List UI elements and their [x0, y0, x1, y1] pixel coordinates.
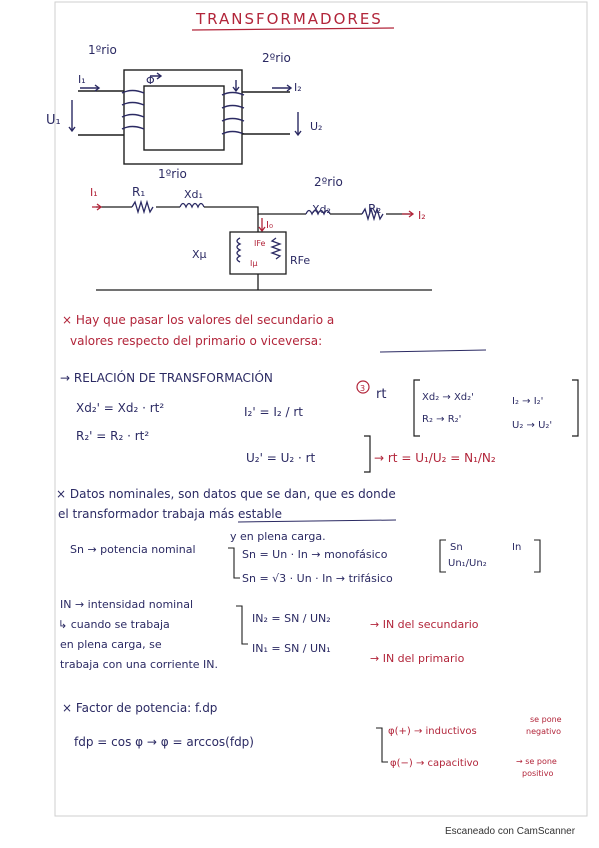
fdp-neg-note-2: positivo	[522, 769, 554, 778]
rt-symbol: rt	[376, 387, 387, 402]
flux-label: Φ	[146, 74, 155, 87]
equivalent-circuit	[90, 175, 432, 290]
in-label-1: IN → intensidad nominal	[60, 598, 193, 611]
in1-desc: → IN del primario	[370, 652, 465, 665]
circuit-i1-label: I₁	[90, 186, 98, 199]
circuit-i2-label: I₂	[418, 209, 426, 222]
rfe-label: RFe	[290, 254, 311, 267]
sn-tri-eq: Sn = √3 · Un · In → trifásico	[242, 572, 393, 585]
notes-section-3	[62, 701, 562, 778]
fdp-negative: φ(−) → capacitivo	[390, 758, 479, 769]
in1-eq: IN₁ = SN / UN₁	[252, 642, 331, 655]
primary-winding	[122, 91, 144, 130]
fdp-bracket	[376, 728, 388, 762]
map-u2: U₂ → U₂'	[512, 420, 553, 431]
sn-label: Sn → potencia nominal	[70, 543, 196, 556]
u2-arrow	[295, 112, 301, 135]
circuit-xd2-label: Xd₂	[312, 203, 331, 216]
map-xd2: Xd₂ → Xd₂'	[422, 392, 474, 403]
r1-resistor	[132, 202, 153, 212]
fdp-title: × Factor de potencia: f.dp	[62, 701, 218, 715]
in-bracket	[236, 606, 248, 644]
fdp-pos-note-2: negativo	[526, 727, 561, 736]
u1-arrow	[69, 100, 75, 131]
eq-xd2-prime: Xd₂' = Xd₂ · rt²	[76, 401, 165, 415]
io-arrow	[259, 218, 265, 231]
rfe-resistor	[272, 238, 280, 259]
io-label: I₀	[266, 220, 273, 231]
xd1-inductor	[180, 204, 204, 208]
fdp-pos-note-1: se pone	[530, 715, 562, 724]
datos-line2: el transformador trabaja más estable	[58, 507, 283, 521]
imu-label: Iμ	[250, 259, 258, 268]
xmu-inductor	[237, 238, 240, 262]
wire-mid	[204, 207, 306, 214]
i2-label: I₂	[294, 81, 302, 94]
in2-eq: IN₂ = SN / UN₂	[252, 612, 331, 625]
secondary-winding	[222, 93, 244, 135]
mapping-bracket-left	[414, 380, 420, 436]
viceversa-underline	[380, 350, 486, 352]
page-title: TRANSFORMADORES	[196, 10, 383, 28]
ife-label: IFe	[254, 239, 266, 248]
sn-data-bracket-left	[440, 540, 446, 572]
sn-data-bracket-right	[534, 540, 540, 572]
u1-label: U₁	[46, 113, 61, 128]
sn-mono-eq: Sn = Un · In → monofásico	[242, 548, 388, 561]
u2-label: U₂	[310, 120, 323, 133]
map-i2: I₂ → I₂'	[512, 396, 544, 407]
in-label-2: ↳ cuando se trabaja	[58, 618, 170, 631]
circuit-xd1-label: Xd₁	[184, 188, 203, 201]
datos-line3: y en plena carga.	[230, 530, 326, 543]
bracket-un: Un₁/Un₂	[448, 558, 487, 569]
notes-section-2	[56, 487, 540, 671]
xmu-label: Xμ	[192, 248, 207, 261]
datos-line1: × Datos nominales, son datos que se dan, que es donde	[56, 487, 396, 501]
note1-line2: valores respecto del primario o viceversa:	[70, 334, 323, 348]
in-label-3: en plena carga, se	[60, 638, 162, 651]
mapping-bracket-right	[572, 380, 578, 436]
i1-label: I₁	[78, 73, 86, 86]
eq-r2-prime: R₂' = R₂ · rt²	[76, 429, 150, 443]
page-title-group	[192, 10, 394, 30]
i2-circuit-arrow	[402, 211, 413, 217]
rt-result: → rt = U₁/U₂ = N₁/N₂	[374, 451, 496, 465]
primary-leads	[78, 91, 124, 135]
fdp-equation: fdp = cos φ → φ = arccos(fdp)	[74, 735, 254, 749]
secondary-leads	[242, 92, 290, 134]
in2-desc: → IN del secundario	[370, 618, 479, 631]
in-label-4: trabaja con una corriente IN.	[60, 658, 218, 671]
secondary-label: 2ºrio	[262, 51, 291, 65]
fdp-positive: φ(+) → inductivos	[388, 726, 477, 737]
fdp-neg-note-1: → se pone	[516, 757, 557, 766]
notes-section-1	[60, 313, 578, 472]
i1-circuit-arrow	[92, 204, 101, 210]
note1-line1: × Hay que pasar los valores del secundario a	[62, 313, 335, 327]
circuit-r2-label: R₂	[368, 202, 382, 216]
eq-bracket	[364, 436, 370, 472]
circle-3-digit: 3	[360, 384, 366, 393]
bracket-in: In	[512, 542, 522, 553]
eq-i2-prime: I₂' = I₂ / rt	[244, 405, 303, 419]
circuit-r1-label: R₁	[132, 185, 146, 199]
flux-arrow-right	[233, 80, 239, 91]
core-inner	[144, 86, 224, 150]
i2-arrow	[272, 85, 291, 91]
primary-label: 1ºrio	[88, 43, 117, 57]
circuit-secondary-label: 2ºrio	[314, 175, 343, 189]
core-bottom-label: 1ºrio	[158, 167, 187, 181]
map-r2: R₂ → R₂'	[422, 414, 462, 425]
transformer-diagram	[46, 43, 322, 181]
relacion-title: → RELACIÓN DE TRANSFORMACIÓN	[60, 371, 273, 385]
title-underline	[192, 28, 394, 30]
scanner-watermark: Escaneado con CamScanner	[445, 826, 576, 837]
eq-u2-prime: U₂' = U₂ · rt	[246, 451, 316, 465]
sn-bracket	[228, 548, 240, 578]
bracket-sn: Sn	[450, 542, 463, 553]
